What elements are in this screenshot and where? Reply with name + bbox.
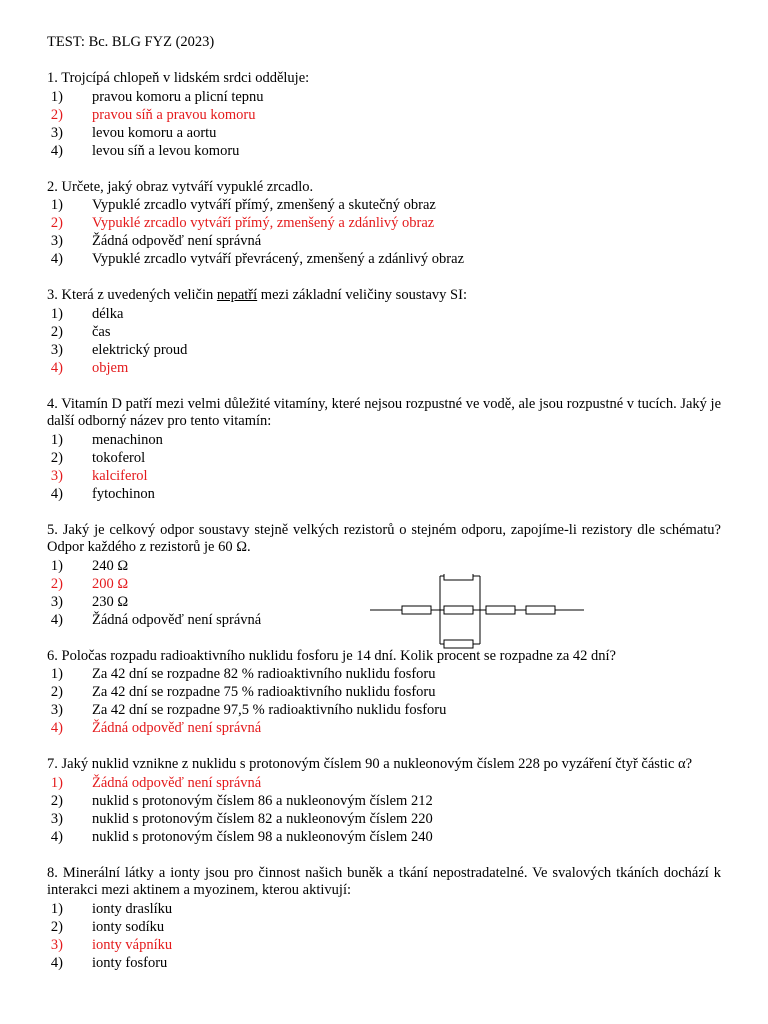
option-number: 4) [50,720,63,736]
resistor [486,606,515,614]
test-page [47,33,721,972]
question-1 [47,70,721,160]
answer-option [47,665,721,683]
option-number: 4) [50,828,63,845]
resistor [444,574,473,580]
question-8 [47,865,721,972]
resistor [444,640,473,648]
resistor-circuit-diagram [370,574,586,657]
answer-option [47,431,721,449]
option-number: 2) [50,792,63,809]
question-text-underlined: nepatří [216,287,258,303]
option-text: kalciferol [92,467,148,484]
option-text: Vypuklé zrcadlo vytváří přímý, zmenšený a zdánlivý obraz [92,215,435,231]
option-text: Vypuklé zrcadlo vytváří přímý, zmenšený a skutečný obraz [92,197,436,213]
answer-option [47,196,721,214]
option-text: pravou síň a pravou komoru [92,106,256,123]
question-text: 2. Určete, jaký obraz vytváří vypuklé zrcadlo. [47,178,314,195]
option-number: 4) [50,359,63,376]
resistor [444,606,473,614]
answer-option [47,701,721,719]
option-text: ionty sodíku [92,918,165,935]
question-text: 1. Trojcípá chlopeň v lidském srdci odděluje: [47,70,310,86]
question-text: 8. Minerální látky a ionty jsou pro činnost našich buněk a tkání nepostradatelné. Ve svalových tkáních dochází k interakci mezi aktinem a myozinem, kterou aktivují: [47,864,721,898]
option-number: 3) [50,233,63,249]
option-text: čas [92,323,111,340]
option-text: levou komoru a aortu [92,124,217,141]
option-number: 2) [50,215,63,231]
option-number: 2) [50,918,63,935]
answer-option [47,106,721,124]
option-number: 4) [50,485,63,502]
question-text-before: 3. Která z uvedených veličin [47,287,217,303]
option-text: objem [92,359,129,376]
answer-option [47,449,721,467]
answer-option [47,124,721,142]
option-number: 1) [50,197,63,213]
question-5 [47,522,721,629]
option-text: Žádná odpověď není správná [92,720,262,736]
answer-option [47,918,721,936]
option-number: 1) [50,431,63,448]
answer-option [47,936,721,954]
answer-option [47,467,721,485]
answer-option [47,954,721,972]
answer-option [47,900,721,918]
question-5-answers [47,557,721,629]
option-number: 4) [50,954,63,971]
option-number: 1) [50,900,63,917]
option-number: 4) [50,251,63,267]
option-text: tokoferol [92,449,146,466]
option-number: 1) [50,305,63,322]
option-text: délka [92,305,124,322]
answer-option [47,88,721,106]
question-text [47,287,721,305]
option-text: nuklid s protonovým číslem 86 a nukleonovým číslem 212 [92,792,433,809]
answer-option [47,232,721,250]
answer-option [47,828,721,846]
option-text: Žádná odpověď není správná [92,774,262,791]
option-text: fytochinon [92,485,155,502]
answer-option [47,557,721,575]
question-text-after: mezi základní veličiny soustavy SI: [257,287,467,303]
answer-option [47,323,721,341]
question-text: 6. Poločas rozpadu radioaktivního nuklidu fosforu je 14 dní. Kolik procent se rozpadne za 42 dní? [47,647,616,664]
option-number: 3) [50,341,63,358]
test-title: TEST: Bc. BLG FYZ (2023) [47,34,215,50]
option-number: 2) [50,575,63,592]
question-4 [47,396,721,503]
option-text: ionty draslíku [92,900,173,917]
option-number: 4) [50,142,63,159]
option-text: Žádná odpověď není správná [92,611,262,628]
option-number: 1) [50,774,63,791]
answer-option [47,719,721,737]
resistor [402,606,431,614]
question-3 [47,287,721,377]
answer-option [47,305,721,323]
option-number: 3) [50,702,63,718]
option-text: pravou komoru a plicní tepnu [92,88,264,105]
answer-option [47,683,721,701]
option-text: ionty vápníku [92,936,173,953]
option-text: 200 Ω [92,575,129,592]
option-number: 3) [50,810,63,827]
option-text: 240 Ω [92,557,129,574]
option-text: Za 42 dní se rozpadne 75 % radioaktivního nuklidu fosforu [92,684,436,700]
option-text: 230 Ω [92,593,129,610]
answer-option [47,485,721,503]
option-number: 2) [50,449,63,466]
answer-option [47,250,721,268]
option-number: 3) [50,467,63,484]
option-text: levou síň a levou komoru [92,142,240,159]
answer-option [47,810,721,828]
option-number: 2) [50,106,63,123]
question-6 [47,648,721,738]
option-text: Žádná odpověď není správná [92,233,262,249]
option-text: elektrický proud [92,341,188,358]
answer-option [47,214,721,232]
option-text: ionty fosforu [92,954,168,971]
option-number: 1) [50,557,63,574]
option-number: 2) [50,684,63,700]
option-number: 2) [50,323,63,340]
option-text: Za 42 dní se rozpadne 82 % radioaktivního nuklidu fosforu [92,666,436,682]
option-text: nuklid s protonovým číslem 98 a nukleonovým číslem 240 [92,828,433,845]
question-7 [47,756,721,846]
option-number: 1) [50,666,63,682]
resistor [526,606,555,614]
option-text: menachinon [92,431,163,448]
question-text: 4. Vitamín D patří mezi velmi důležité vitamíny, které nejsou rozpustné ve vodě, ale jsou rozpustné v tucích. Jaký je další odborný název pro tento vitamín: [47,395,722,429]
answer-option [47,792,721,810]
option-number: 1) [50,88,63,105]
option-text: nuklid s protonovým číslem 82 a nukleonovým číslem 220 [92,810,433,827]
option-text: Vypuklé zrcadlo vytváří převrácený, zmenšený a zdánlivý obraz [92,251,465,267]
answer-option [47,774,721,792]
question-text: 5. Jaký je celkový odpor soustavy stejně velkých rezistorů o stejném odporu, zapojíme-li rezistory dle schématu? Odpor každého z rezistorů je 60 Ω. [47,521,721,555]
question-2 [47,179,721,269]
question-text: 7. Jaký nuklid vznikne z nuklidu s protonovým číslem 90 a nukleonovým číslem 228 po vyzáření čtyř částic α? [47,756,693,772]
answer-option [47,142,721,160]
option-text: Za 42 dní se rozpadne 97,5 % radioaktivního nuklidu fosforu [92,702,447,718]
option-number: 3) [50,593,63,610]
answer-option [47,341,721,359]
answer-option [47,359,721,377]
option-number: 3) [50,124,63,141]
option-number: 4) [50,611,63,628]
option-number: 3) [50,936,63,953]
